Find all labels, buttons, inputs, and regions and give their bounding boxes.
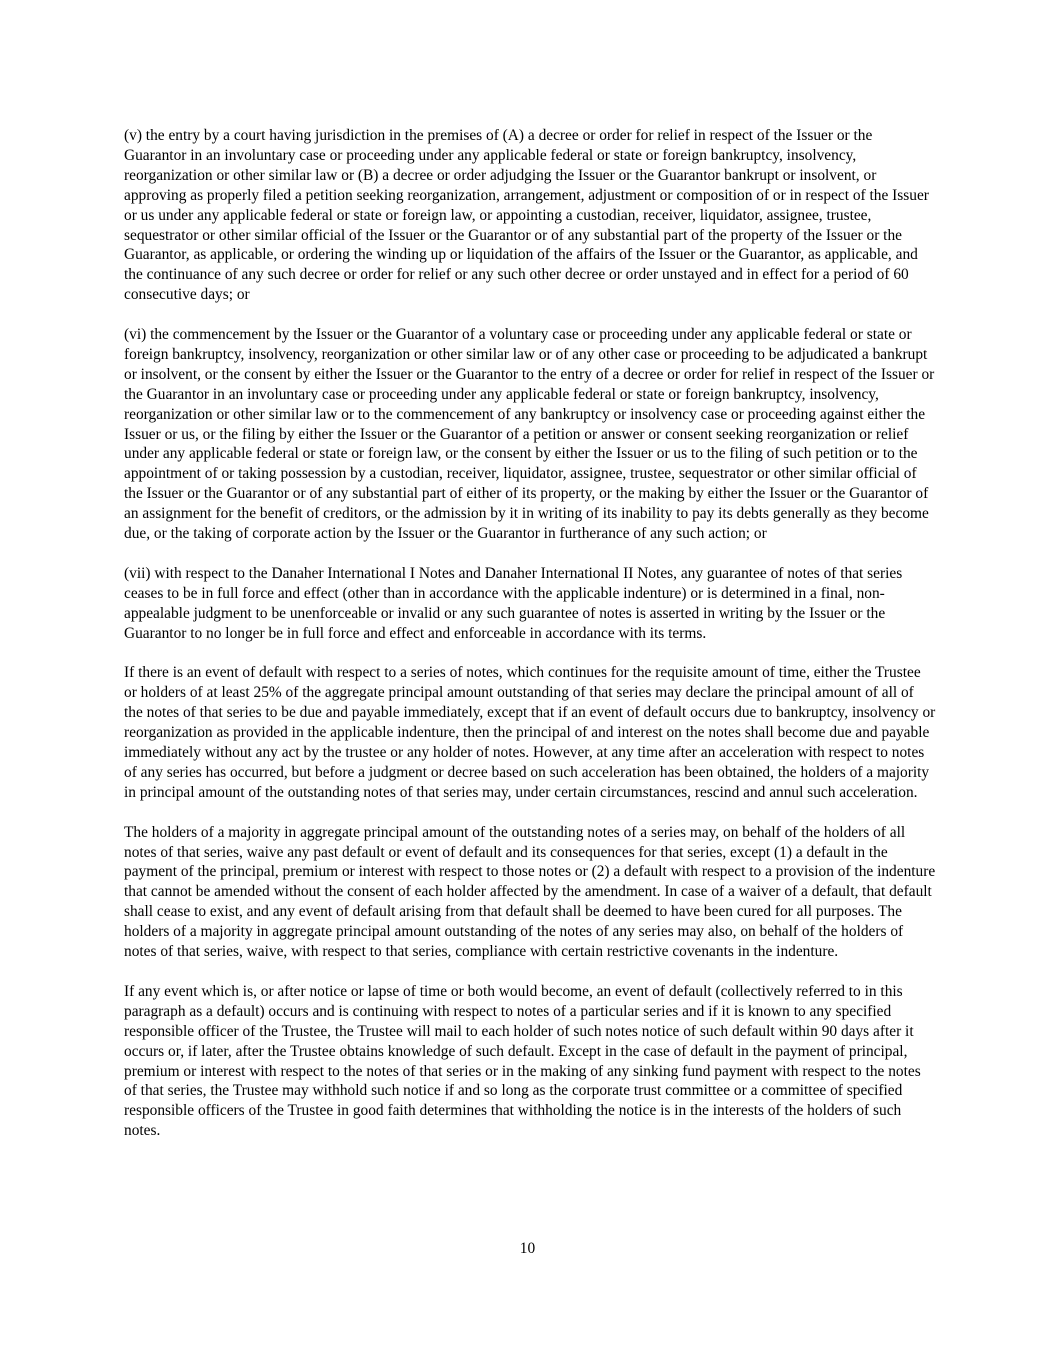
paragraph-event-of-default-vi: (vi) the commencement by the Issuer or the Guarantor of a voluntary case or proceeding under any applicable federal or state or foreign bankruptcy, insolvency, reorganization or other similar law or of any other case or proceeding to be adjudicated a bankrupt or insolvent, or the consent by either the Issuer or the Guarantor to the entry of a decree or order for relief in respect of the Issuer or the Guarantor in an involuntary case or proceeding under any applicable federal or state or foreign bankruptcy, insolvency, reorganization or other similar law or to the commencement of any bankruptcy or insolvency case or proceeding against either the Issuer or us, or the filing by either the Issuer or the Guarantor of a petition or answer or consent seeking reorganization or relief under any applicable federal or state or foreign law, or the consent by either the Issuer or us to the filing of such petition or to the appointment of or taking possession by a custodian, receiver, liquidator, assignee, trustee, sequestrator or other similar official of the Issuer or the Guarantor or of any substantial part of either of its property, or the making by either the Issuer or the Guarantor of an assignment for the benefit of creditors, or the admission by it in writing of its inability to pay its debts generally as they become due, or the taking of corporate action by the Issuer or the Guarantor in furtherance of any such action; or [124,326,935,543]
paragraph-event-of-default-vii: (vii) with respect to the Danaher International I Notes and Danaher International II Notes, any guarantee of notes of that series ceases to be in full force and effect (other than in accordance with the applicable indenture) or is determined in a final, non-appealable judgment to be unenforceable or invalid or any such guarantee of notes is asserted in writing by the Issuer or the Guarantor to no longer be in full force and effect and enforceable in accordance with its terms. [124,564,903,642]
paragraph-waiver: The holders of a majority in aggregate principal amount of the outstanding notes of a series may, on behalf of the holders of all notes of that series, waive any past default or event of default and its consequences for that series, except (1) a default in the payment of the principal, premium or interest with respect to those notes or (2) a default with respect to a provision of the indenture that cannot be amended without the consent of each holder affected by the amendment. In case of a waiver of a default, that default shall cease to exist, and any event of default arising from that default shall be deemed to have been cured for all purposes. The holders of a majority in aggregate principal amount outstanding of the notes of any series may also, on behalf of the holders of notes of that series, waive, with respect to that series, compliance with certain restrictive covenants in the indenture. [124,823,936,961]
document-body [124,126,936,1161]
paragraph-notice-of-default: If any event which is, or after notice or lapse of time or both would become, an event of default (collectively referred to in this paragraph as a default) occurs and is continuing with respect to notes of a particular series and if it is known to any specified responsible officer of the Trustee, the Trustee will mail to each holder of such notes notice of such default within 90 days after it occurs or, if later, after the Trustee obtains knowledge of such default. Except in the case of default in the payment of principal, premium or interest with respect to the notes of that series or in the making of any sinking fund payment with respect to the notes of that series, the Trustee may withhold such notice if and so long as the corporate trust committee or a committee of specified responsible officers of the Trustee in good faith determines that withholding the notice is in the interests of the holders of such notes. [124,982,921,1140]
paragraph-event-of-default-v: (v) the entry by a court having jurisdiction in the premises of (A) a decree or order for relief in respect of the Issuer or the Guarantor in an involuntary case or proceeding under any applicable federal or state or foreign bankruptcy, insolvency, reorganization or other similar law or (B) a decree or order adjudging the Issuer or the Guarantor bankrupt or insolvent, or approving as properly filed a petition seeking reorganization, arrangement, adjustment or composition of or in respect of the Issuer or us under any applicable federal or state or foreign law, or appointing a custodian, receiver, liquidator, assignee, trustee, sequestrator or other similar official of the Issuer or the Guarantor or of any substantial part of the property of the Issuer or the Guarantor, as applicable, or ordering the winding up or liquidation of the affairs of the Issuer or the Guarantor, as applicable, and the continuance of any such decree or order for relief or any such other decree or order unstayed and in effect for a period of 60 consecutive days; or [124,127,929,304]
paragraph-acceleration: If there is an event of default with respect to a series of notes, which continues for the requisite amount of time, either the Trustee or holders of at least 25% of the aggregate principal amount outstanding of that series may declare the principal amount of all of the notes of that series to be due and payable immediately, except that if an event of default occurs due to bankruptcy, insolvency or reorganization as provided in the applicable indenture, then the principal of and interest on the notes shall become due and payable immediately without any act by the trustee or any holder of notes. However, at any time after an acceleration with respect to notes of any series has occurred, but before a judgment or decree based on such acceleration has been obtained, the holders of a majority in principal amount of the outstanding notes of that series may, under certain circumstances, rescind and annul such acceleration. [124,664,936,801]
page-number: 10 [519,1240,536,1257]
